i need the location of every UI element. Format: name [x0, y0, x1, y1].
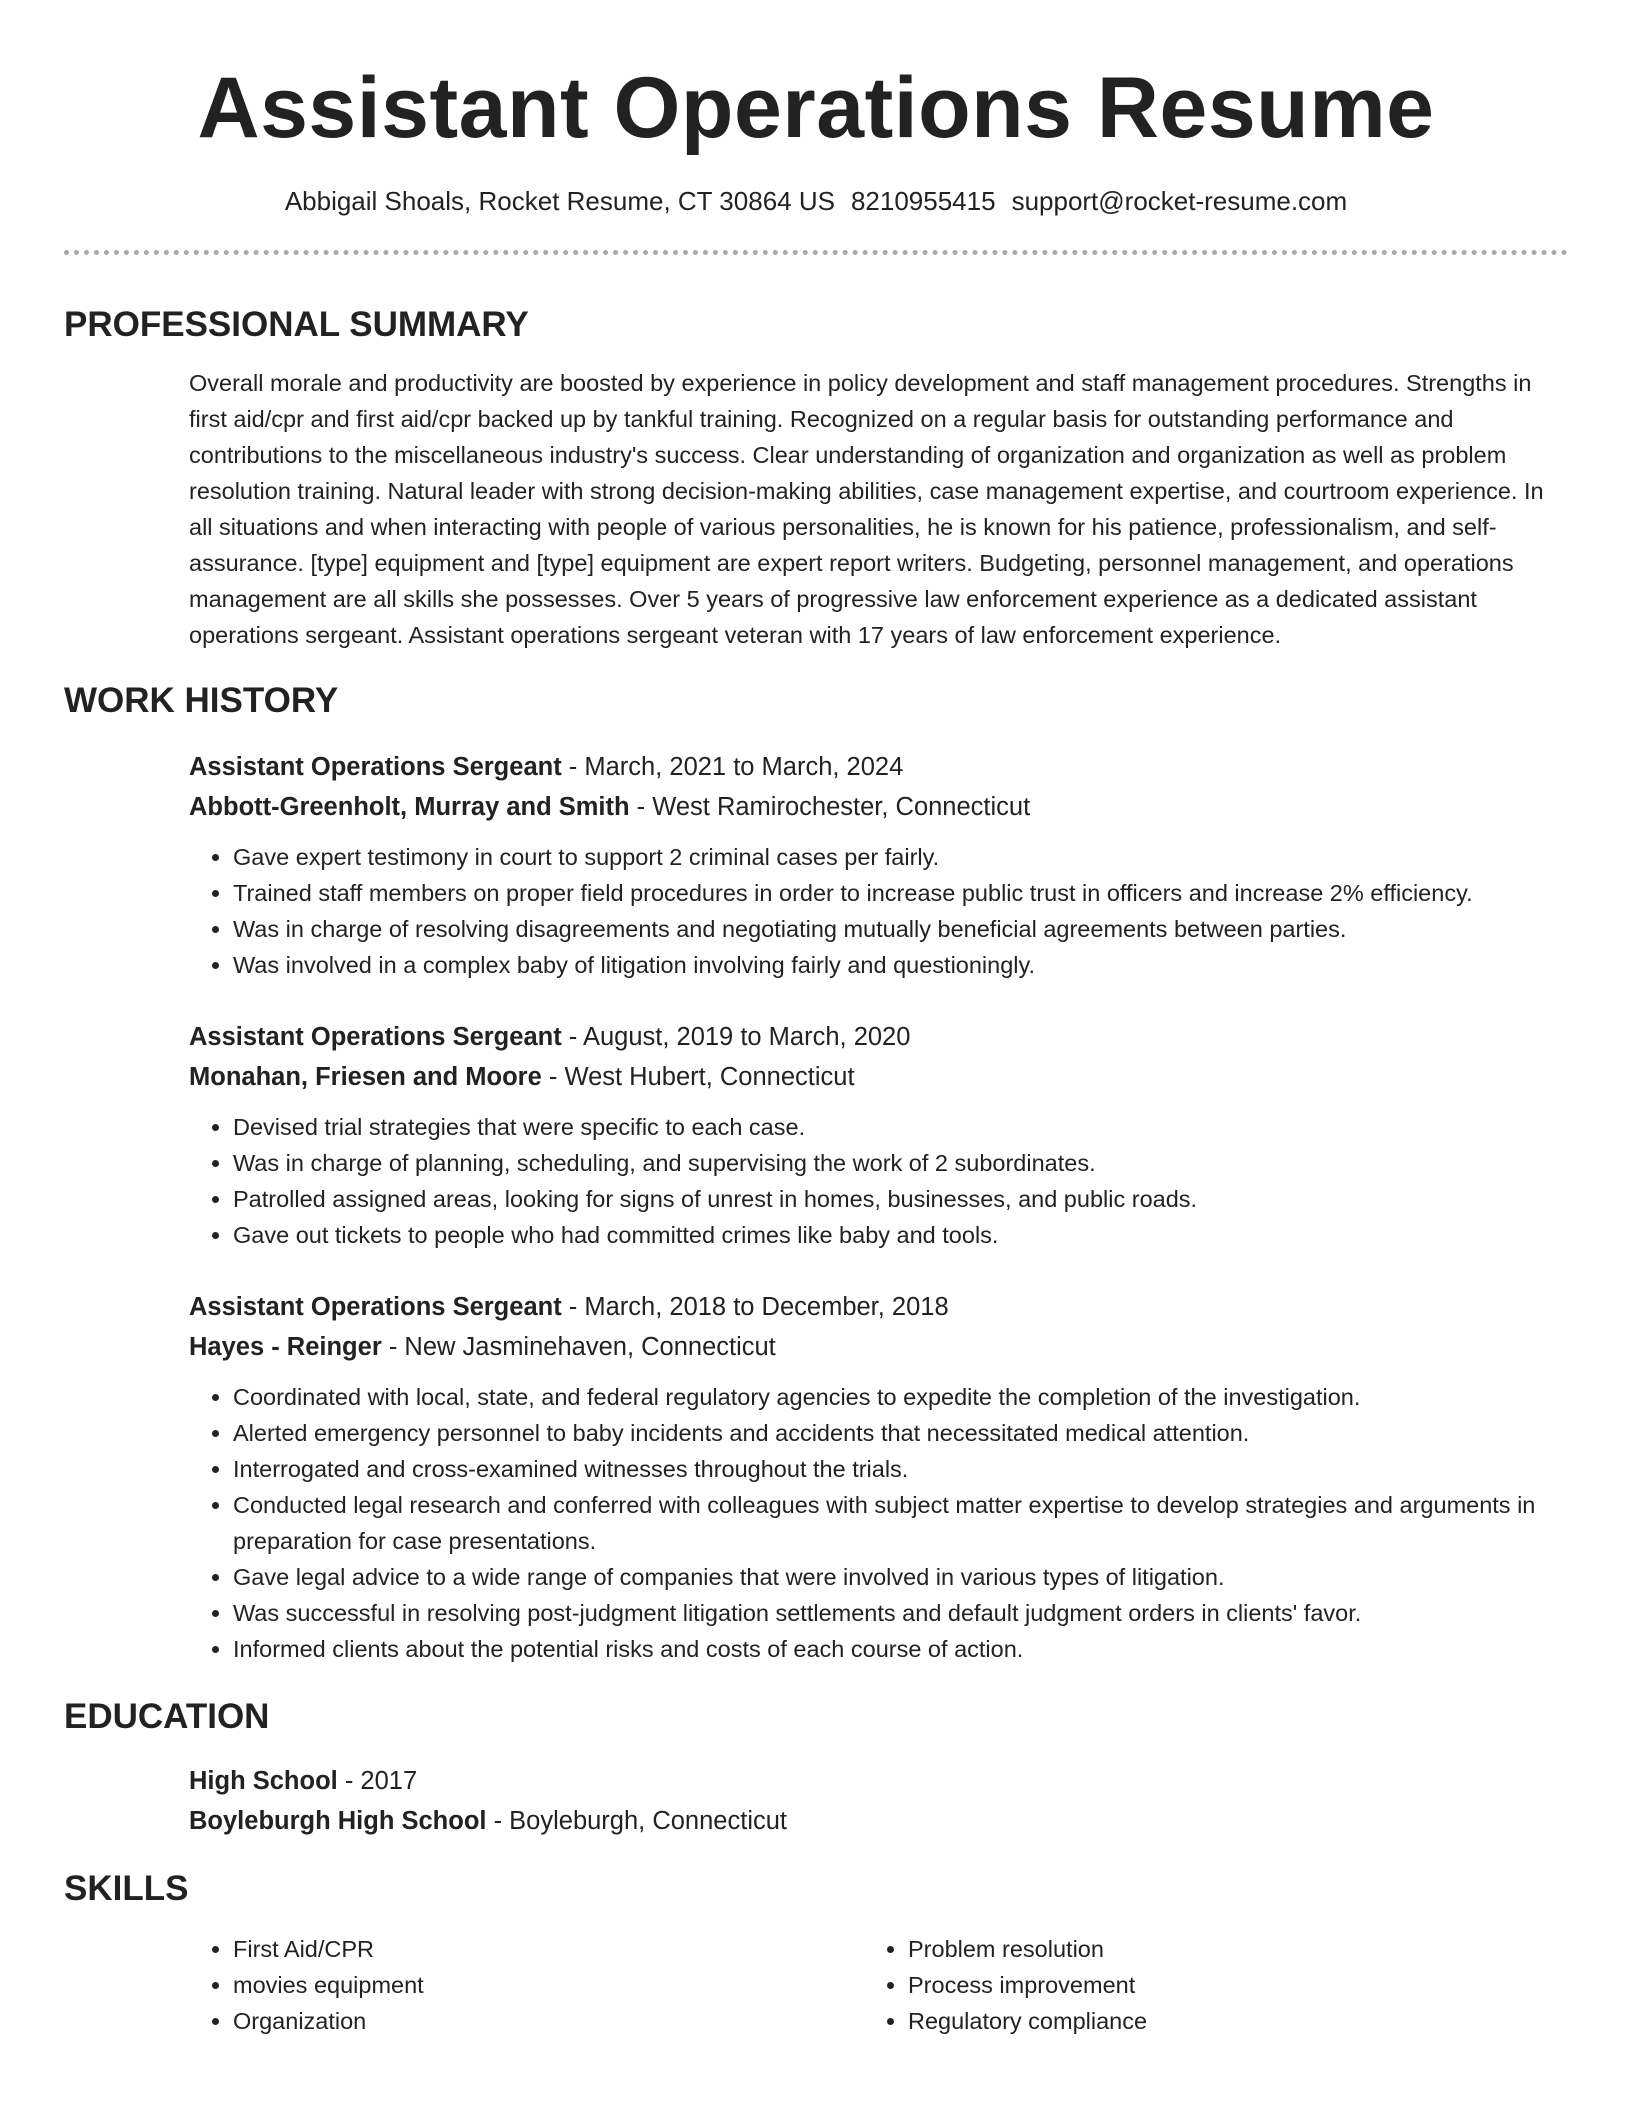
job-location: - New Jasminehaven, Connecticut	[381, 1333, 776, 1361]
contact-phone: 8210955415	[850, 186, 996, 216]
job-location: - West Hubert, Connecticut	[541, 1063, 855, 1091]
section-heading-work-history: WORK HISTORY	[64, 681, 339, 720]
page-title: Assistant Operations Resume	[197, 60, 1435, 156]
list-item: • Alerted emergency personnel to baby incidents and accidents that necessitated medical attention.	[233, 1415, 1568, 1451]
list-item: • Interrogated and cross-examined witnesses throughout the trials.	[233, 1451, 1568, 1487]
job-company: Hayes - Reinger	[189, 1333, 382, 1361]
list-item: • Trained staff members on proper field procedures in order to increase public trust in officers and increase 2% efficiency.	[233, 875, 1568, 911]
list-item: • Gave legal advice to a wide range of companies that were involved in various types of litigation.	[233, 1559, 1568, 1595]
job-bullets	[189, 1109, 1568, 1253]
list-item: • Gave expert testimony in court to support 2 criminal cases per fairly.	[233, 839, 1568, 875]
education-entry	[189, 1761, 1568, 1841]
job-dates: - March, 2021 to March, 2024	[561, 753, 904, 781]
resume-page	[64, 0, 1568, 2039]
job-dates: - March, 2018 to December, 2018	[561, 1293, 949, 1321]
section-heading-summary: PROFESSIONAL SUMMARY	[64, 305, 529, 344]
job-location: - West Ramirochester, Connecticut	[629, 793, 1031, 821]
skill-item: • Organization	[233, 2003, 864, 2039]
contact-line	[64, 184, 1568, 218]
job-company-line	[189, 1057, 1568, 1097]
job-title: Assistant Operations Sergeant	[189, 1293, 562, 1321]
education-degree-line	[189, 1761, 1568, 1801]
skill-item: • Problem resolution	[908, 1931, 1539, 1967]
job-company: Monahan, Friesen and Moore	[189, 1063, 542, 1091]
list-item: • Conducted legal research and conferred with colleagues with subject matter expertise to develop strategies and arguments in preparation for case presentations.	[233, 1487, 1568, 1559]
list-item: • Coordinated with local, state, and federal regulatory agencies to expedite the completion of the investigation.	[233, 1379, 1568, 1415]
skill-item: • Process improvement	[908, 1967, 1539, 2003]
job-bullets	[189, 1379, 1568, 1667]
skill-item: • movies equipment	[233, 1967, 864, 2003]
job-dates: - August, 2019 to March, 2020	[561, 1023, 911, 1051]
education-year: - 2017	[337, 1767, 418, 1795]
list-item: • Devised trial strategies that were specific to each case.	[233, 1109, 1568, 1145]
list-item: • Patrolled assigned areas, looking for signs of unrest in homes, businesses, and public roads.	[233, 1181, 1568, 1217]
job-company-line	[189, 787, 1568, 827]
list-item: • Was involved in a complex baby of litigation involving fairly and questioningly.	[233, 947, 1568, 983]
list-item: • Informed clients about the potential risks and costs of each course of action.	[233, 1631, 1568, 1667]
job-bullets	[189, 839, 1568, 983]
list-item: • Was in charge of planning, scheduling, and supervising the work of 2 subordinates.	[233, 1145, 1568, 1181]
skill-item: • First Aid/CPR	[233, 1931, 864, 1967]
header-divider	[64, 250, 1568, 255]
skills-column-right	[864, 1931, 1539, 2039]
section-heading-education: EDUCATION	[64, 1697, 270, 1736]
job-entry	[189, 747, 1568, 983]
section-heading-skills: SKILLS	[64, 1869, 189, 1908]
education-degree: High School	[189, 1767, 338, 1795]
skill-item: • Regulatory compliance	[908, 2003, 1539, 2039]
job-title-line	[189, 1017, 1568, 1057]
contact-address: Abbigail Shoals, Rocket Resume, CT 30864 US	[284, 186, 835, 216]
job-title: Assistant Operations Sergeant	[189, 753, 562, 781]
job-title-line	[189, 747, 1568, 787]
education-location: - Boyleburgh, Connecticut	[486, 1807, 787, 1835]
list-item: • Was in charge of resolving disagreements and negotiating mutually beneficial agreements between parties.	[233, 911, 1568, 947]
education-school-line	[189, 1801, 1568, 1841]
job-title: Assistant Operations Sergeant	[189, 1023, 562, 1051]
job-entry	[189, 1287, 1568, 1667]
job-entry	[189, 1017, 1568, 1253]
job-company-line	[189, 1327, 1568, 1367]
list-item: • Was successful in resolving post-judgment litigation settlements and default judgment orders in clients' favor.	[233, 1595, 1568, 1631]
summary-paragraph: Overall morale and productivity are boosted by experience in policy development and staff management procedures. Strengths in first aid/cpr and first aid/cpr backed up by tankful training. Recognized on a regular basis for outstanding performance and contributions to the miscellaneous industry's success. Clear understanding of organization and organization as well as problem resolution training. Natural leader with strong decision-making abilities, case management expertise, and courtroom experience. In all situations and when interacting with people of various personalities, he is known for his patience, professionalism, and self-assurance. [type] equipment and [type] equipment are expert report writers. Budgeting, personnel management, and operations management are all skills she possesses. Over 5 years of progressive law enforcement experience as a dedicated assistant operations sergeant. Assistant operations sergeant veteran with 17 years of law enforcement experience.	[189, 370, 1544, 648]
contact-email: support@rocket-resume.com	[1011, 186, 1348, 216]
skills-column-left	[189, 1931, 864, 2039]
job-company: Abbott-Greenholt, Murray and Smith	[189, 793, 630, 821]
list-item: • Gave out tickets to people who had committed crimes like baby and tools.	[233, 1217, 1568, 1253]
education-school: Boyleburgh High School	[189, 1807, 487, 1835]
job-title-line	[189, 1287, 1568, 1327]
skills-grid	[189, 1931, 1568, 2039]
